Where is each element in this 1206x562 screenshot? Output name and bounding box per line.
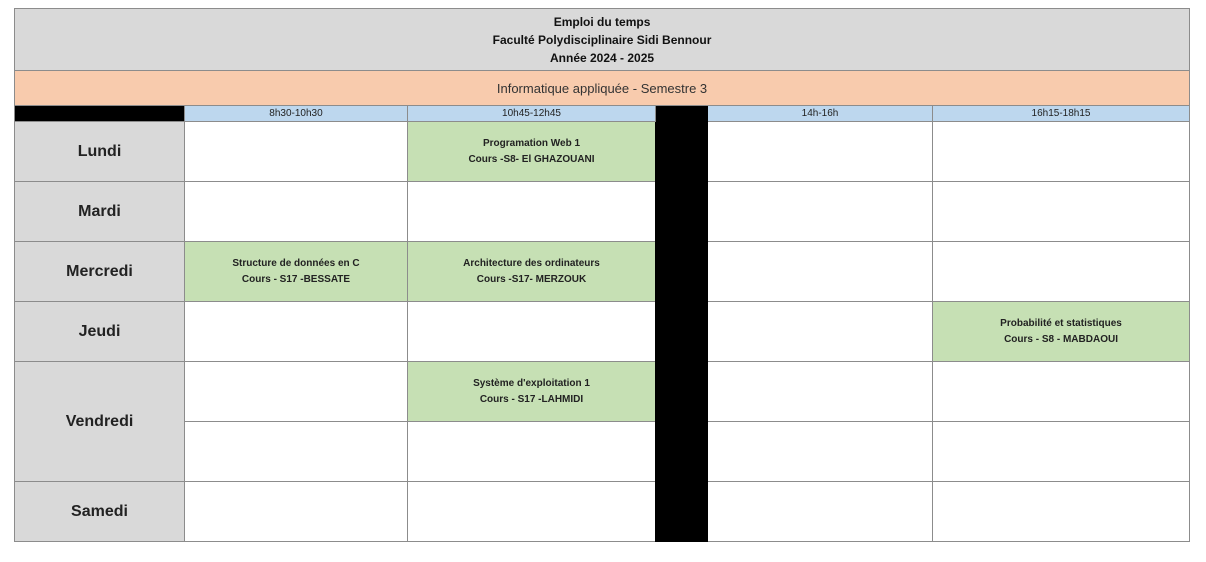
program-banner: Informatique appliquée - Semestre 3 <box>15 71 1190 106</box>
course-cell <box>185 242 408 302</box>
corner-cell <box>15 106 185 122</box>
timetable-title: Emploi du temps <box>553 14 651 29</box>
course-detail: Cours - S17 -LAHMIDI <box>479 393 584 405</box>
empty-cell <box>933 182 1190 242</box>
time-slot-2: 10h45-12h45 <box>408 106 656 122</box>
row-vendredi-bottom <box>15 422 1190 482</box>
empty-cell <box>933 362 1190 422</box>
empty-cell <box>708 302 933 362</box>
empty-cell <box>708 482 933 542</box>
faculty-name: Faculté Polydisciplinaire Sidi Bennour <box>492 32 712 47</box>
course-detail: Cours - S8 - MABDAOUI <box>1004 333 1118 345</box>
course-cell <box>933 302 1190 362</box>
course-cell <box>408 122 656 182</box>
course-title: Programation Web 1 <box>482 137 581 149</box>
empty-cell <box>408 182 656 242</box>
empty-cell <box>708 242 933 302</box>
course-cell <box>408 242 656 302</box>
course-title: Architecture des ordinateurs <box>463 257 600 269</box>
empty-cell <box>185 302 408 362</box>
time-slot-3: 14h-16h <box>708 106 933 122</box>
timetable <box>14 8 1189 542</box>
row-jeudi <box>15 302 1190 362</box>
timetable-grid <box>14 8 1190 542</box>
empty-cell <box>185 122 408 182</box>
day-label: Mardi <box>15 182 185 242</box>
course-detail: Cours -S8- El GHAZOUANI <box>468 153 595 165</box>
empty-cell <box>708 422 933 482</box>
empty-cell <box>933 242 1190 302</box>
lunch-break-column <box>656 106 708 542</box>
row-vendredi-top <box>15 362 1190 422</box>
empty-cell <box>933 122 1190 182</box>
empty-cell <box>708 182 933 242</box>
course-detail: Cours -S17- MERZOUK <box>476 273 587 285</box>
timetable-header <box>15 9 1190 71</box>
day-label: Vendredi <box>15 362 185 482</box>
empty-cell <box>708 122 933 182</box>
time-slot-1: 8h30-10h30 <box>185 106 408 122</box>
empty-cell <box>408 482 656 542</box>
course-cell <box>408 362 656 422</box>
course-title: Système d'exploitation 1 <box>473 377 590 389</box>
empty-cell <box>185 362 408 422</box>
day-label: Jeudi <box>15 302 185 362</box>
course-title: Structure de données en C <box>232 257 360 269</box>
day-label: Lundi <box>15 122 185 182</box>
row-samedi <box>15 482 1190 542</box>
empty-cell <box>933 482 1190 542</box>
row-lundi <box>15 122 1190 182</box>
empty-cell <box>185 422 408 482</box>
academic-year: Année 2024 - 2025 <box>550 50 655 65</box>
empty-cell <box>185 482 408 542</box>
empty-cell <box>933 422 1190 482</box>
time-slot-4: 16h15-18h15 <box>933 106 1190 122</box>
course-detail: Cours - S17 -BESSATE <box>241 273 351 285</box>
row-mercredi <box>15 242 1190 302</box>
row-mardi <box>15 182 1190 242</box>
day-label: Mercredi <box>15 242 185 302</box>
empty-cell <box>408 422 656 482</box>
empty-cell <box>708 362 933 422</box>
empty-cell <box>408 302 656 362</box>
course-title: Probabilité et statistiques <box>1000 317 1122 329</box>
empty-cell <box>185 182 408 242</box>
day-label: Samedi <box>15 482 185 542</box>
